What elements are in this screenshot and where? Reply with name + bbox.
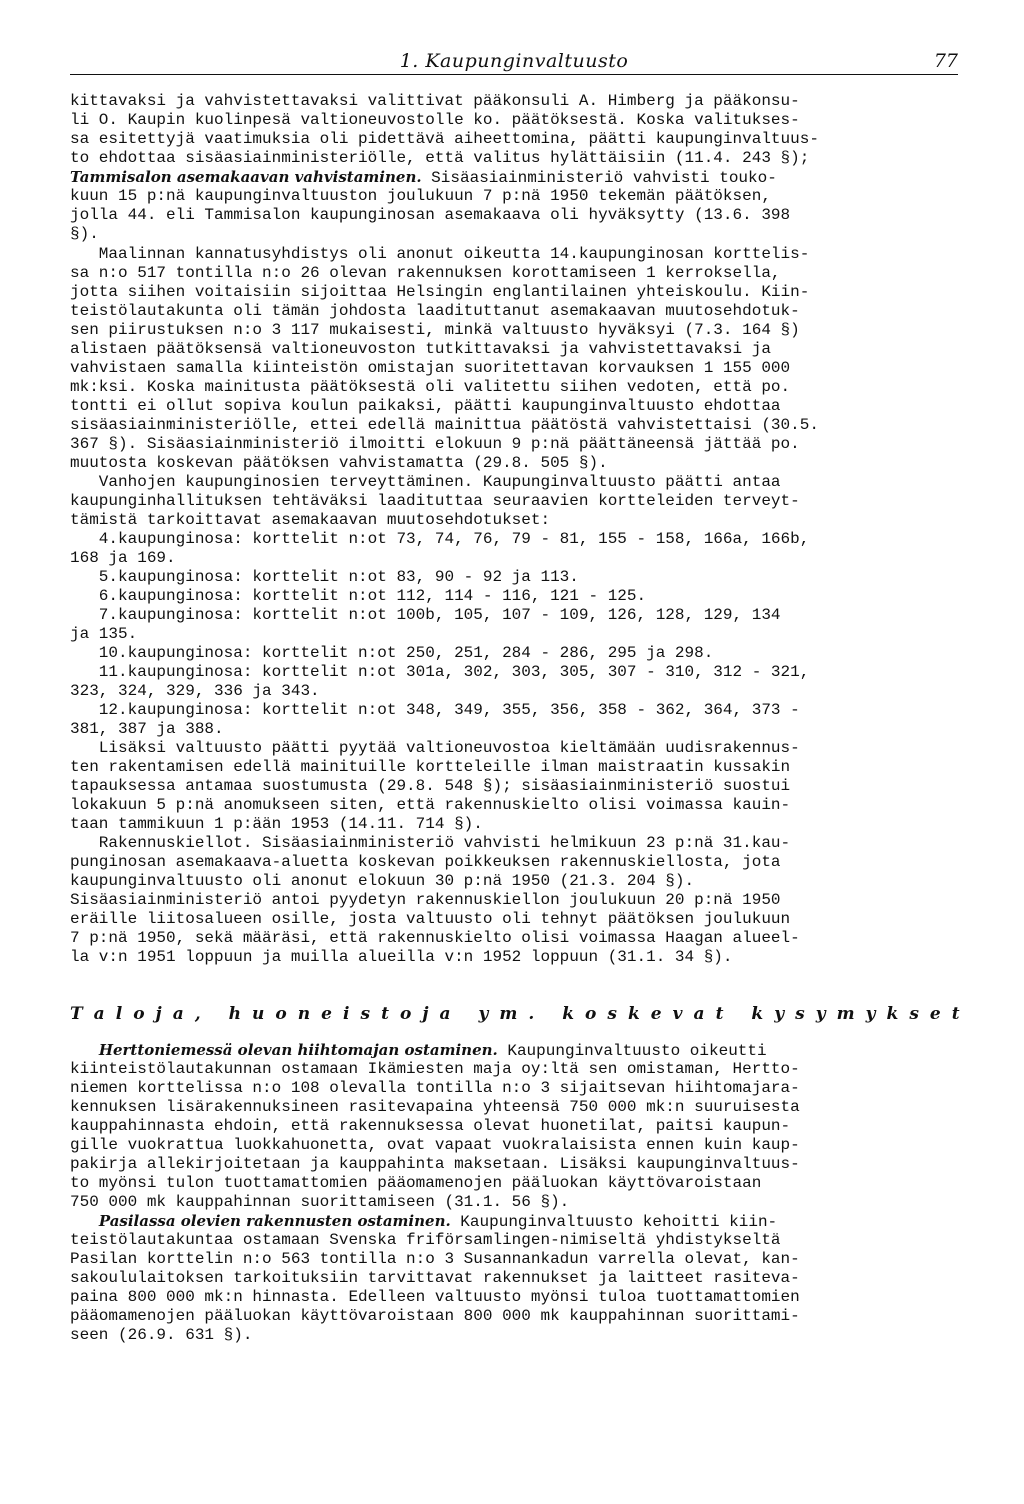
text-line: kaupunginvaltuusto oli anonut elokuun 30 p:nä 1950 (21.3. 204 §).	[70, 872, 695, 890]
heading-letter: s	[909, 1004, 919, 1024]
text-line: punginosan asemakaava-aluetta koskevan poikkeuksen rakennuskiellosta, jota	[70, 853, 781, 871]
section-heading	[70, 1004, 960, 1026]
heading-letter: y	[774, 1004, 785, 1024]
text-line: 12.kaupunginosa: korttelit n:ot 348, 349, 355, 356, 358 - 362, 364, 373 -	[70, 701, 800, 719]
text-line: lokakuun 5 p:nä anomukseen siten, että rakennuskielto olisi voimassa kauin-	[70, 796, 791, 814]
text-line: sakoululaitoksen tarkoituksiin tarvittavat rakennukset ja laitteet rasiteva-	[70, 1269, 800, 1287]
text-line: gille vuokrattua luokkahuonetta, ovat vapaat vuokralaisista ennen kuin kaup-	[70, 1136, 800, 1154]
heading-letter: e	[321, 1004, 332, 1024]
run-in-heading: Herttoniemessä olevan hiihtomajan ostaminen.	[98, 1041, 498, 1059]
heading-letter: n	[297, 1004, 311, 1024]
paragraph-pasila	[70, 1212, 960, 1345]
paragraph-valitus	[70, 92, 960, 168]
text-line: sa n:o 517 tontilla n:o 26 olevan rakennuksen korottamiseen 1 kerroksella,	[70, 264, 781, 282]
heading-letter: i	[343, 1004, 350, 1024]
text-line: teistölautakunta oli tämän johdosta laadituttanut asemakaavan muutosehdotuk-	[70, 302, 800, 320]
text-line: tontti ei ollut sopiva koulun paikaksi, päätti kaupunginvaltuusto ehdottaa	[70, 397, 781, 415]
heading-letter: e	[650, 1004, 662, 1024]
heading-letter	[212, 1004, 218, 1026]
text-line: muutosta koskevan päätöksen vahvistamatta (29.8. 505 §).	[70, 454, 608, 472]
heading-letter: t	[381, 1004, 389, 1024]
page-header	[70, 48, 958, 75]
heading-letter: t	[951, 1004, 960, 1024]
heading-letter: m	[836, 1004, 855, 1024]
text-line: sisäasiainministeriölle, ettei edellä mainittua päätöstä vahvistettaisi (30.5.	[70, 416, 819, 434]
heading-letter: l	[115, 1004, 123, 1024]
heading-letter: ,	[194, 1004, 201, 1024]
text-line: 168 ja 169.	[70, 549, 176, 567]
heading-letter: a	[693, 1004, 705, 1024]
text-line	[70, 168, 960, 187]
text-line: mk:ksi. Koska mainitusta päätöksestä oli valitettu siihen vedoten, että po.	[70, 378, 791, 396]
heading-letter: m	[499, 1004, 518, 1024]
text-line: ten rakentamisen edellä mainituille kortteleille ilman maistraatin kussakin	[70, 758, 791, 776]
text-line: kuun 15 p:nä kaupunginvaltuuston joulukuun 7 p:nä 1950 tekemän päätöksen,	[70, 187, 771, 205]
text-line: teistölautakuntaa ostamaan Svenska friförsamlingen-nimiseltä yhdistykseltä	[70, 1231, 781, 1249]
text-line: 10.kaupunginosa: korttelit n:ot 250, 251, 284 - 286, 295 ja 298.	[70, 644, 714, 662]
text-line	[70, 1041, 960, 1060]
heading-letter: s	[607, 1004, 617, 1024]
text-line: §).	[70, 225, 99, 243]
heading-letter: u	[252, 1004, 265, 1024]
heading-letter: o	[275, 1004, 287, 1024]
text-line: Lisäksi valtuusto päätti pyytää valtioneuvostoa kieltämään uudisrakennus-	[70, 739, 800, 757]
heading-letter: a	[439, 1004, 451, 1024]
text-line: tapauksessa antamaa suostumusta (29.8. 548 §); sisäasiainministeriö suostui	[70, 777, 791, 795]
heading-letter: o	[133, 1004, 145, 1024]
heading-letter: j	[422, 1004, 429, 1024]
text-line: jotta siihen voitaisiin sijoittaa Helsingin englantilainen yhteiskoulu. Kiin-	[70, 283, 810, 301]
text-line: 7.kaupunginosa: korttelit n:ot 100b, 105, 107 - 109, 126, 128, 129, 134	[70, 606, 781, 624]
heading-letter: s	[360, 1004, 371, 1024]
heading-letter: y	[865, 1004, 876, 1024]
heading-letter: k	[886, 1004, 899, 1024]
text-line: Maalinnan kannatusyhdistys oli anonut oikeutta 14.kaupunginosan korttelis-	[70, 245, 810, 263]
text-line: taan tammikuun 1 p:ään 1953 (14.11. 714 §).	[70, 815, 483, 833]
heading-letter	[545, 1004, 551, 1026]
heading-letter: y	[815, 1004, 826, 1024]
text-line: 323, 324, 329, 336 ja 343.	[70, 682, 320, 700]
text-line: kaupunginhallituksen tehtäväksi laadituttaa seuraavien kortteleiden terveyt-	[70, 492, 800, 510]
text-line: 367 §). Sisäasiainministeriö ilmoitti elokuun 9 p:nä päättäneensä jättää po.	[70, 435, 800, 453]
text-line: 6.kaupunginosa: korttelit n:ot 112, 114 - 116, 121 - 125.	[70, 587, 647, 605]
text-line: jolla 44. eli Tammisalon kaupunginosan asemakaava oli hyväksytty (13.6. 398	[70, 206, 791, 224]
text-line: to myönsi tulon tuottamattomien pääomamenojen pääluokan käyttövaroistaan	[70, 1174, 762, 1192]
text-line: Vanhojen kaupunginosien terveyttäminen. Kaupunginvaltuusto päätti antaa	[70, 473, 781, 491]
heading-letter: T	[70, 1004, 83, 1024]
text-line: 5.kaupunginosa: korttelit n:ot 83, 90 - 92 ja 113.	[70, 568, 579, 586]
text-line: seen (26.9. 631 §).	[70, 1326, 253, 1344]
text-line: vahvistaen samalla kiinteistön omistajan suoritettavan korvauksen 1 155 000	[70, 359, 791, 377]
text-line: to ehdottaa sisäasiainministeriölle, että valitus hylättäisiin (11.4. 243 §);	[70, 149, 810, 167]
text-line: tämistä tarkoittavat asemakaavan muutosehdotukset:	[70, 511, 551, 529]
text-line: kiinteistölautakunnan ostamaan Ikämiesten maja oy:ltä sen omistaman, Hertto-	[70, 1060, 800, 1078]
heading-letter: a	[172, 1004, 184, 1024]
body-text	[70, 245, 960, 967]
paragraph-tammisalo	[70, 168, 960, 244]
heading-letter: v	[672, 1004, 683, 1024]
heading-letter: o	[585, 1004, 597, 1024]
text-line: eräille liitosalueen osille, josta valtuusto oli tehnyt päätöksen joulukuun	[70, 910, 791, 928]
text-run: Kaupunginvaltuusto oikeutti	[497, 1042, 767, 1060]
run-in-heading: Tammisalon asemakaavan vahvistaminen.	[70, 168, 422, 186]
text-run: Kaupunginvaltuusto kehoitti kiin-	[450, 1213, 778, 1231]
text-line: ja 135.	[70, 625, 138, 643]
paragraph-herttoniemi	[70, 1041, 960, 1212]
heading-letter: e	[929, 1004, 941, 1024]
text-line: pääomamenojen pääluokan käyttövaroistaan 800 000 mk kauppahinnan suorittami-	[70, 1307, 800, 1325]
text-line: li O. Kaupin kuolinpesä valtioneuvostolle ko. päätöksestä. Koska valitukses-	[70, 111, 800, 129]
text-line: 4.kaupunginosa: korttelit n:ot 73, 74, 76, 79 - 81, 155 - 158, 166a, 166b,	[70, 530, 810, 548]
text-line: Rakennuskiellot. Sisäasiainministeriö vahvisti helmikuun 23 p:nä 31.kau-	[70, 834, 791, 852]
text-line	[70, 1212, 960, 1231]
text-run: Sisäasiainministeriö vahvisti touko-	[421, 169, 777, 187]
heading-letter: h	[228, 1004, 241, 1024]
text-line: sa esitettyjä vaatimuksia oli pidettävä aiheettomina, päätti kaupunginvaltuus-	[70, 130, 819, 148]
heading-letter: k	[562, 1004, 575, 1024]
text-line: paina 800 000 mk:n hinnasta. Edelleen valtuusto myönsi tuloa tuottamattomien	[70, 1288, 800, 1306]
text-line: 381, 387 ja 388.	[70, 720, 224, 738]
text-line: sen piirustuksen n:o 3 117 mukaisesti, minkä valtuusto hyväksyi (7.3. 164 §)	[70, 321, 800, 339]
text-line: Pasilan korttelin n:o 563 tontilla n:o 3 Susannankadun varrella olevat, kan-	[70, 1250, 800, 1268]
heading-letter: s	[795, 1004, 805, 1024]
text-line: kittavaksi ja vahvistettavaksi valittivat pääkonsuli A. Himberg ja pääkonsu-	[70, 92, 800, 110]
text-line: Sisäasiainministeriö antoi pyydetyn rakennuskiellon joulukuun 20 p:nä 1950	[70, 891, 781, 909]
running-title: 1. Kaupunginvaltuusto	[399, 50, 629, 72]
text-line: pakirja allekirjoitetaan ja kauppahinta maksetaan. Lisäksi kaupunginvaltuus-	[70, 1155, 800, 1173]
heading-letter	[462, 1004, 468, 1026]
heading-letter: k	[628, 1004, 640, 1024]
page-number: 77	[933, 50, 958, 72]
heading-letter: j	[155, 1004, 162, 1024]
text-line: kennuksen lisärakennuksineen rasitevapaina yhteensä 750 000 mk:n suuruisesta	[70, 1098, 800, 1116]
text-line: la v:n 1951 loppuun ja muilla alueilla v:n 1952 loppuun (31.1. 34 §).	[70, 948, 733, 966]
run-in-heading: Pasilassa olevien rakennusten ostaminen.	[98, 1212, 451, 1230]
heading-letter: y	[478, 1004, 489, 1024]
text-line: 750 000 mk kauppahinnan suorittamiseen (31.1. 56 §).	[70, 1193, 570, 1211]
heading-letter: a	[93, 1004, 105, 1024]
heading-letter: o	[399, 1004, 412, 1024]
heading-letter: .	[528, 1004, 535, 1024]
text-line: niemen korttelissa n:o 108 olevalla tontilla n:o 3 sijaitsevan hiihtomajara-	[70, 1079, 800, 1097]
text-line: 11.kaupunginosa: korttelit n:ot 301a, 302, 303, 305, 307 - 310, 312 - 321,	[70, 663, 810, 681]
text-line: 7 p:nä 1950, sekä määräsi, että rakennuskielto olisi voimassa Haagan alueel-	[70, 929, 800, 947]
text-line: kauppahinnasta ehdoin, että rakennuksessa olevat huonetilat, paitsi kaupun-	[70, 1117, 791, 1135]
text-line: alistaen päätöksensä valtioneuvoston tutkittavaksi ja vahvistettavaksi ja	[70, 340, 771, 358]
heading-letter: t	[715, 1004, 724, 1024]
heading-letter: k	[751, 1004, 764, 1024]
heading-letter	[734, 1004, 740, 1026]
